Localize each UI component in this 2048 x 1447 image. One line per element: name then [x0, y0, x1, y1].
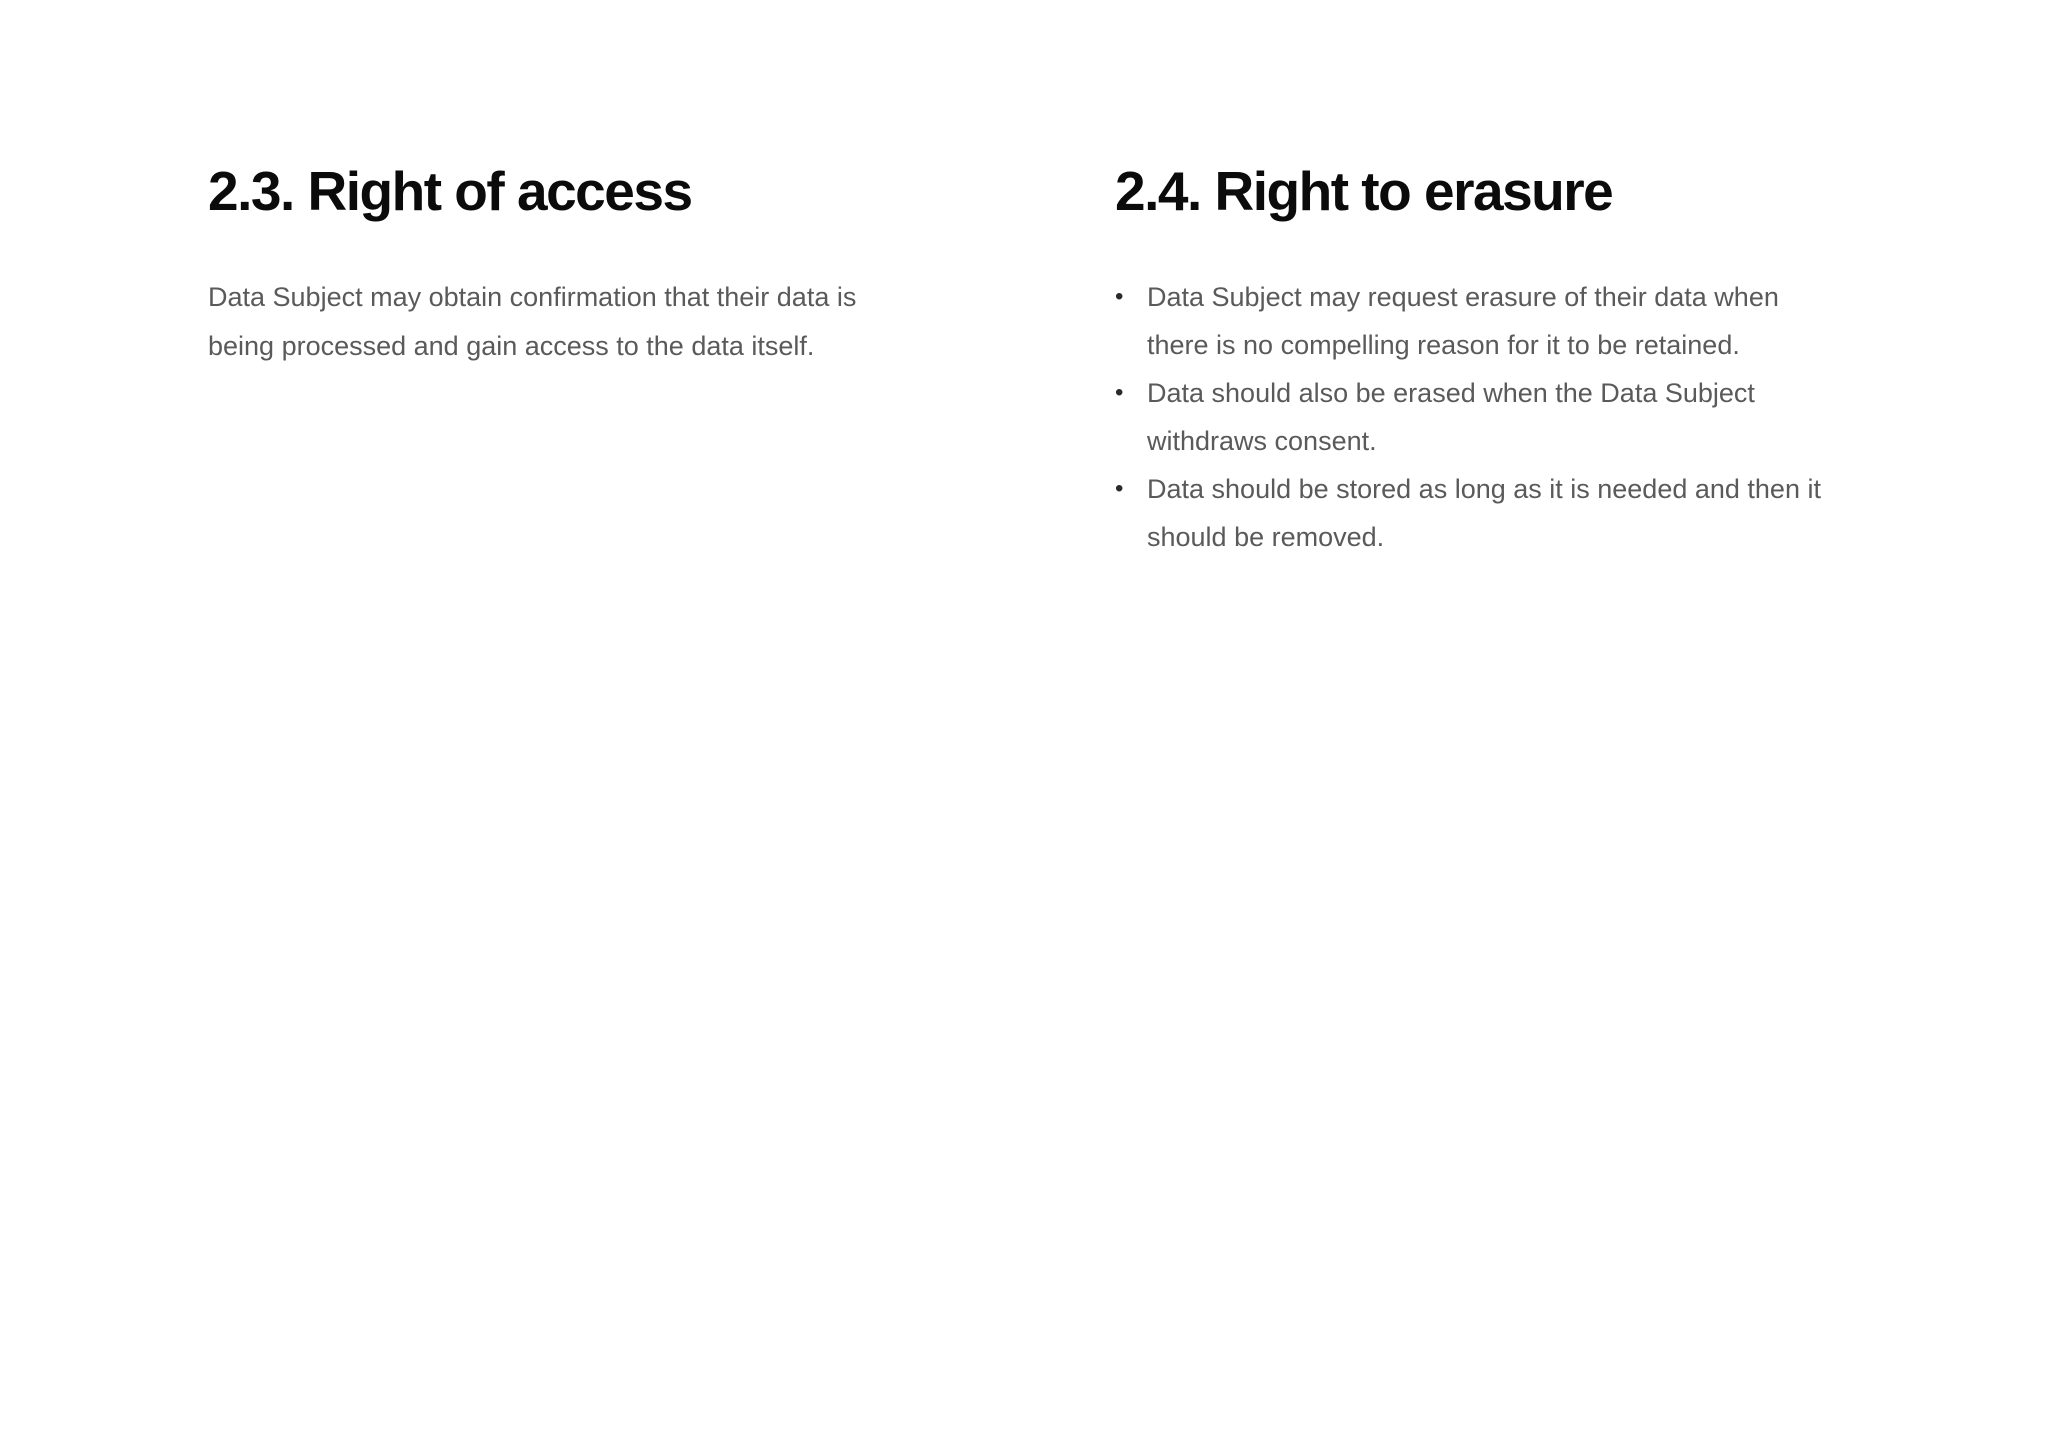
list-item: [1115, 465, 1835, 561]
section-heading: 2.4. Right to erasure: [1115, 160, 1613, 222]
section-paragraph: Data Subject may obtain confirmation that their data is being processed and gain access to the data itself.: [208, 282, 857, 361]
list-item: [1115, 273, 1835, 369]
list-item-text: Data should also be erased when the Data Subject withdraws consent.: [1147, 378, 1755, 456]
list-item-text: Data Subject may request erasure of their data when there is no compelling reason for it to be retained.: [1147, 282, 1779, 360]
section-heading: 2.3. Right of access: [208, 160, 692, 222]
list-item-text: Data should be stored as long as it is needed and then it should be removed.: [1147, 474, 1821, 552]
bullet-icon: •: [1115, 283, 1124, 310]
bullet-list: [1115, 273, 1835, 561]
section-right-of-access: [208, 158, 948, 371]
section-right-to-erasure: [1115, 158, 1855, 561]
bullet-icon: •: [1115, 475, 1124, 502]
bullet-icon: •: [1115, 379, 1124, 406]
list-item: [1115, 369, 1835, 465]
